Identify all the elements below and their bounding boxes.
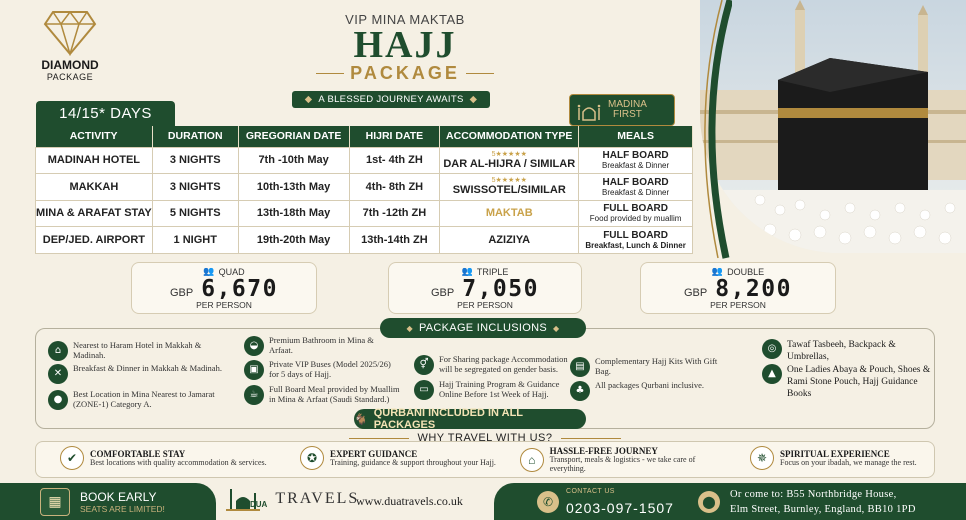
price-card-triple <box>388 262 582 314</box>
people-icon: 👥 <box>711 266 724 276</box>
col-accommodation: ACCOMMODATION TYPE <box>440 126 579 147</box>
tagline-banner <box>292 91 490 108</box>
hotel-name: DAR AL-HIJRA / SIMILAR <box>443 157 576 170</box>
madina-first-badge <box>569 94 675 126</box>
inclusion-text: Tawaf Tasbeeh, Backpack & Umbrellas, <box>787 340 896 362</box>
inclusions-title-text: PACKAGE INCLUSIONS <box>418 322 548 334</box>
gender-icon: ⚥ <box>414 355 434 375</box>
cell-duration: 5 NIGHTS <box>152 200 238 227</box>
kaaba-image <box>700 0 966 253</box>
cell-meals <box>579 174 693 201</box>
itinerary-table <box>35 126 693 254</box>
cell-accommodation <box>440 147 579 174</box>
tagline-star-icon: ◆ <box>304 94 313 105</box>
tagline-text: A BLESSED JOURNEY AWAITS <box>318 94 464 105</box>
currency: GBP <box>170 287 194 299</box>
inclusion-text: All packages Qurbani inclusive. <box>595 380 705 390</box>
vip-heading: VIP MINA MAKTAB <box>345 12 465 27</box>
qurbani-text: QURBANI INCLUDED IN ALL PACKAGES <box>373 407 523 431</box>
inclusion-item <box>48 364 228 384</box>
book-early-sub: SEATS ARE LIMITED! <box>80 503 165 514</box>
inclusion-item <box>762 339 932 363</box>
cell-duration: 3 NIGHTS <box>152 147 238 174</box>
cell-activity: MADINAH HOTEL <box>36 147 153 174</box>
mosque-icon <box>576 99 602 121</box>
people-icon: 👥 <box>461 266 473 276</box>
room-type: QUAD <box>218 266 245 277</box>
star-icon: ✵ <box>750 446 774 470</box>
cell-activity: DEP/JED. AIRPORT <box>36 227 153 254</box>
inclusion-item <box>570 357 720 377</box>
inclusion-text: Hajj Training Program & Guidance Online Before 1st Week of Hajj. <box>439 379 560 399</box>
inclusion-text: Premium Bathroom in Mina & Arfaat. <box>269 335 374 355</box>
inclusions-title <box>380 318 586 338</box>
home-icon: ⌂ <box>520 448 544 472</box>
bathtub-icon: ◒ <box>244 336 264 356</box>
cutlery-icon: ✕ <box>48 364 68 384</box>
per-person: PER PERSON <box>710 300 766 310</box>
price-amount: 6,670 <box>201 276 278 302</box>
location-pin-icon: ⬤ <box>698 491 720 513</box>
price-card-double <box>640 262 836 314</box>
bus-icon: ▣ <box>244 360 264 380</box>
phone-icon: ✆ <box>537 491 559 513</box>
logo-line2: PACKAGE <box>46 72 94 82</box>
room-type: DOUBLE <box>727 266 765 277</box>
diamond-icon: ◆ <box>553 323 560 333</box>
diamond-icon: ◆ <box>406 323 413 333</box>
why-item-desc: Best locations with quality accommodation & services. <box>90 457 267 467</box>
phone-number[interactable]: 0203-097-1507 <box>566 500 674 516</box>
location-pin-icon: ● <box>48 390 68 410</box>
abaya-icon: ▲ <box>762 364 782 384</box>
decorative-arc <box>692 0 732 260</box>
divider <box>561 438 621 439</box>
cell-hijri: 13th-14th ZH <box>349 227 440 254</box>
meal-plan: FULL BOARD <box>603 203 668 215</box>
cell-gregorian: 10th-13th May <box>238 174 349 201</box>
subtitle-row <box>270 63 540 84</box>
training-icon: ▭ <box>414 380 434 400</box>
dua-travels-logo <box>226 485 359 513</box>
page-title: HAJJ <box>353 24 457 66</box>
cell-meals <box>579 200 693 227</box>
qurbani-icon: ♣ <box>570 381 590 401</box>
duration-badge: 14/15* DAYS <box>36 101 175 126</box>
col-hijri: HIJRI DATE <box>349 126 440 147</box>
address-line2: Elm Street, Burnley, England, BB10 1PD <box>730 504 916 515</box>
cell-activity: MAKKAH <box>36 174 153 201</box>
cell-meals <box>579 227 693 254</box>
col-meals: MEALS <box>579 126 693 147</box>
madina-line2: FIRST <box>613 109 642 120</box>
inclusion-text: Best Location in Mina Nearest to Jamarat (ZONE-1) Category A. <box>73 389 215 409</box>
award-icon: ✪ <box>300 446 324 470</box>
madina-line1: MADINA <box>608 99 647 110</box>
why-item-spiritual <box>750 446 930 470</box>
room-type: TRIPLE <box>476 266 509 277</box>
inclusion-text: One Ladies Abaya & Pouch, Shoes & Rami Stone Pouch, Hajj Guidance Books <box>787 365 931 399</box>
meal-plan: FULL BOARD <box>603 229 668 241</box>
meal-detail: Breakfast, Lunch & Dinner <box>585 240 686 250</box>
cell-duration: 3 NIGHTS <box>152 174 238 201</box>
meal-plan: HALF BOARD <box>602 176 669 188</box>
col-gregorian: GREGORIAN DATE <box>238 126 349 147</box>
book-early-label: BOOK EARLY <box>80 489 157 504</box>
gift-bag-icon: ▤ <box>570 357 590 377</box>
col-duration: DURATION <box>152 126 238 147</box>
meal-detail: Breakfast & Dinner <box>602 187 670 197</box>
why-item-hassle-free <box>520 446 730 473</box>
star-rating: 5★★★★★ <box>491 177 527 185</box>
why-item-desc: Training, guidance & support throughout your Hajj. <box>330 457 496 467</box>
meal-detail: Food provided by muallim <box>589 214 682 224</box>
why-travel-title-text: WHY TRAVEL WITH US? <box>417 432 553 444</box>
inclusion-item <box>414 380 574 400</box>
inclusion-text: Nearest to Haram Hotel in Makkah & Madinah. <box>73 340 202 360</box>
diamond-icon <box>43 10 97 56</box>
why-item-comfortable-stay <box>60 446 280 470</box>
goat-icon: 🐐 <box>354 413 368 426</box>
inclusion-text: Full Board Meal provided by Muallim in Mina & Arfaat (Saudi Standard.) <box>269 384 400 404</box>
cell-gregorian: 13th-18th May <box>238 200 349 227</box>
cell-activity: MINA & ARAFAT STAY <box>36 200 153 227</box>
why-item-desc: Transport, meals & logistics - we take care of everything. <box>549 455 696 473</box>
why-item-title: COMFORTABLE STAY <box>90 448 186 459</box>
why-item-desc: Focus on your ibadah, we manage the rest. <box>780 457 917 467</box>
price-card-quad <box>131 262 317 314</box>
cell-meals <box>579 147 693 174</box>
inclusion-item <box>570 381 720 401</box>
brand-name: TRAVELS <box>275 490 360 507</box>
cell-accommodation: AZIZIYA <box>440 227 579 254</box>
inclusion-item <box>244 336 394 356</box>
table-row <box>36 227 693 254</box>
book-early-banner[interactable] <box>0 483 216 520</box>
why-item-expert-guidance <box>300 446 520 470</box>
table-row <box>36 147 693 174</box>
divider <box>316 73 344 74</box>
currency: GBP <box>431 287 455 299</box>
page-subtitle: PACKAGE <box>350 63 460 83</box>
people-icon: 👥 <box>203 266 215 276</box>
price-amount: 8,200 <box>715 276 792 302</box>
inclusion-item <box>244 360 402 380</box>
contact-label: CONTACT US <box>566 488 615 495</box>
why-travel-title <box>300 432 670 444</box>
brand-mark: DUA <box>250 499 268 509</box>
meal-detail: Breakfast & Dinner <box>602 161 670 171</box>
why-item-title: SPIRITUAL EXPERIENCE <box>780 448 890 459</box>
page-header <box>270 12 540 84</box>
website-link[interactable]: www.duatravels.co.uk <box>356 494 463 508</box>
meal-icon: ☕ <box>244 385 264 405</box>
diamond-package-logo <box>30 10 110 82</box>
why-item-title: HASSLE-FREE JOURNEY <box>549 446 658 456</box>
why-item-title: EXPERT GUIDANCE <box>330 448 418 459</box>
currency: GBP <box>684 287 708 299</box>
cell-gregorian: 19th-20th May <box>238 227 349 254</box>
calendar-icon: ▦ <box>40 488 70 516</box>
hotel-icon: ⌂ <box>48 341 68 361</box>
hotel-name: SWISSOTEL/SIMILAR <box>452 184 566 197</box>
table-header-row <box>36 126 693 147</box>
address-line1: Or come to: B55 Northbridge House, <box>730 489 897 500</box>
price-amount: 7,050 <box>462 276 539 302</box>
inclusion-text: Complementary Hajj Kits With Gift Bag. <box>595 356 718 376</box>
cell-accommodation: MAKTAB <box>440 200 579 227</box>
cell-duration: 1 NIGHT <box>152 227 238 254</box>
table-row <box>36 200 693 227</box>
inclusion-text: Private VIP Buses (Model 2025/26) for 5 days of Hajj. <box>269 359 391 379</box>
meal-plan: HALF BOARD <box>602 150 669 162</box>
cell-accommodation <box>440 174 579 201</box>
inclusion-text: Breakfast & Dinner in Makkah & Madinah. <box>73 363 222 373</box>
divider <box>466 73 494 74</box>
cell-hijri: 1st- 4th ZH <box>349 147 440 174</box>
inclusion-item <box>48 341 228 361</box>
divider <box>349 438 409 439</box>
inclusion-item <box>244 385 406 405</box>
tasbeeh-icon: ◎ <box>762 339 782 359</box>
table-row <box>36 174 693 201</box>
inclusion-text: For Sharing package Accommodation will be segregated on gender basis. <box>439 354 568 374</box>
qurbani-banner <box>354 409 586 429</box>
inclusion-item <box>414 355 574 375</box>
contact-bar <box>494 483 966 520</box>
cell-hijri: 4th- 8th ZH <box>349 174 440 201</box>
shield-check-icon: ✔ <box>60 446 84 470</box>
inclusion-item <box>48 390 233 410</box>
per-person: PER PERSON <box>196 300 252 310</box>
cell-gregorian: 7th -10th May <box>238 147 349 174</box>
logo-line1: DIAMOND <box>41 58 99 72</box>
cell-hijri: 7th -12th ZH <box>349 200 440 227</box>
tagline-star-icon: ◆ <box>469 94 478 105</box>
star-rating: 5★★★★★ <box>491 150 527 158</box>
col-activity: ACTIVITY <box>36 126 153 147</box>
per-person: PER PERSON <box>457 300 513 310</box>
inclusion-item <box>762 364 934 400</box>
